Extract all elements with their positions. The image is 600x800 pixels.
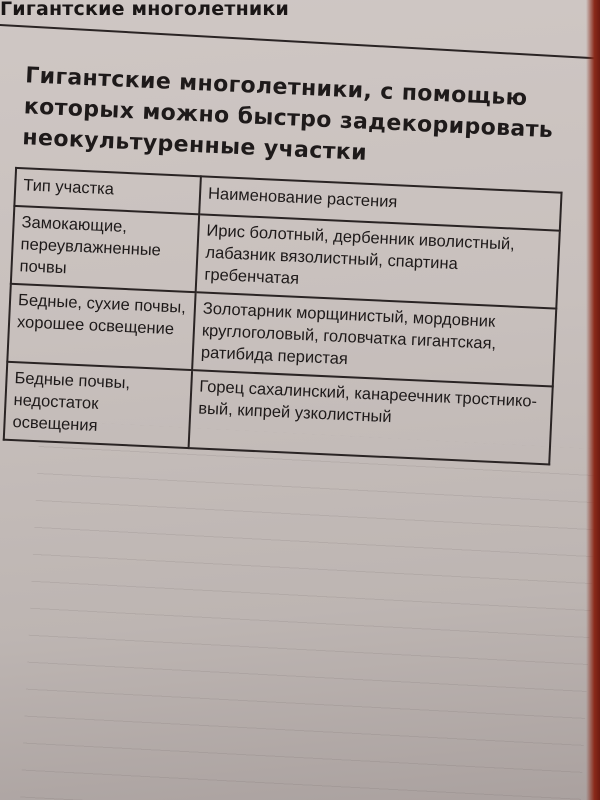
site-type-cell: Бедные, сухие почвы, хорошее освещение	[7, 284, 195, 370]
column-header-plant-name: Наименование растения	[199, 176, 561, 230]
section-title: Гигантские многолетники, с помощью которых можно быстро задекорировать неокультуренные участки	[21, 63, 554, 166]
page-content	[3, 60, 580, 466]
site-type-cell: Бедные почвы, недостаток освещения	[4, 362, 192, 448]
site-type-cell: Замокающие, переувлажненные почвы	[11, 206, 199, 292]
show-through-text	[20, 420, 599, 800]
plant-name-cell: Горец сахалинский, канареечник тростнико-вый, кипрей узколистный	[189, 370, 553, 464]
column-header-site-type: Тип участка	[14, 168, 201, 214]
running-header: Гигантские многолетники	[0, 0, 290, 20]
plant-name-cell: Ирис болотный, дербенник иволистный, лабазник вязолистный, спартина гребенчатая	[196, 214, 560, 308]
page-edge	[586, 0, 600, 800]
plants-table	[3, 167, 563, 466]
header-rule	[0, 24, 597, 59]
plant-name-cell: Золотарник морщинистый, мордовник круглоголовый, головчатка гигантская, ратибида перистая	[192, 292, 556, 386]
